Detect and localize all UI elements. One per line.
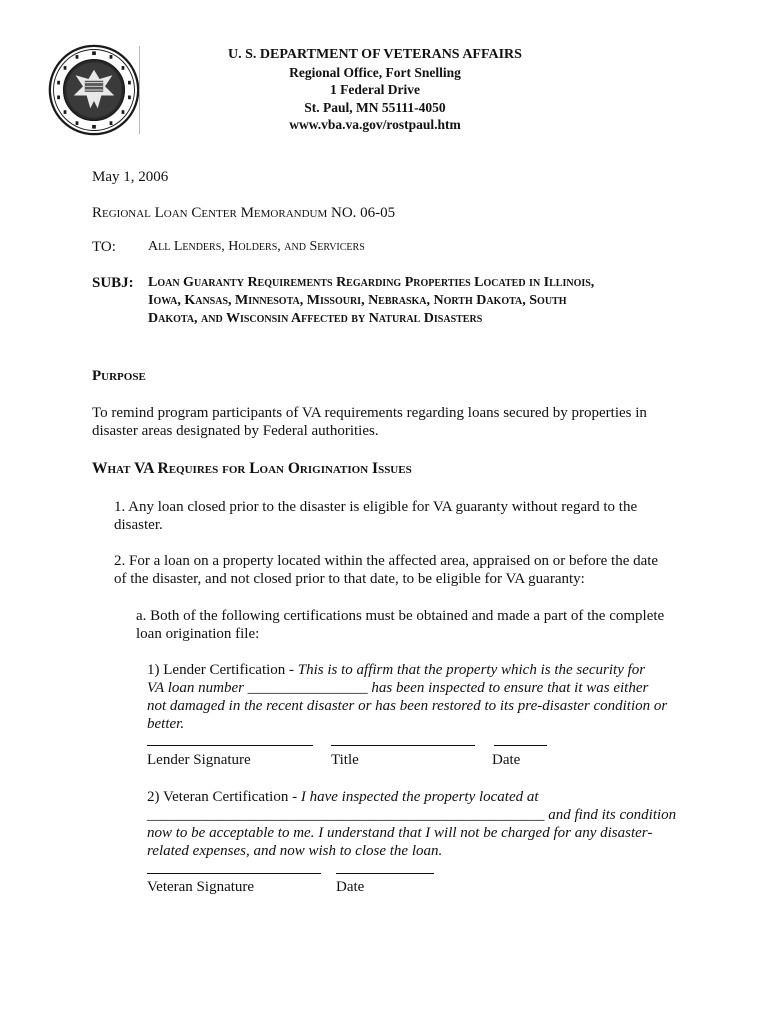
veteran-cert-line-2: _____________________________________________________ and find its condition [147, 807, 677, 823]
lender-certification [147, 661, 645, 679]
item-2-line-2: of the disaster, and not closed prior to that date, to be eligible for VA guaranty: [114, 571, 585, 587]
letterhead [200, 46, 550, 134]
item-2-line-1: 2. For a loan on a property located within the affected area, appraised on or before the date [114, 553, 659, 569]
purpose-line-1: To remind program participants of VA requirements regarding loans secured by properties in [92, 405, 647, 421]
requirements-heading: What VA Requires for Loan Origination Issues [92, 460, 412, 477]
memo-date: May 1, 2006 [92, 169, 169, 185]
lender-signature-line[interactable] [147, 745, 313, 746]
lender-title-label: Title [331, 752, 359, 768]
veteran-date-label: Date [336, 879, 365, 895]
veteran-cert-line-1: I have inspected the property located at [300, 789, 539, 805]
va-seal-icon [48, 44, 140, 136]
veteran-cert-line-4: related expenses, and now wish to close the loan. [147, 843, 443, 859]
item-1-line-1: 1. Any loan closed prior to the disaster is eligible for VA guaranty without regard to the [114, 499, 638, 515]
address-line-1: 1 Federal Drive [330, 82, 420, 97]
subj-line-3: Dakota, and Wisconsin Affected by Natural Disasters [148, 311, 483, 326]
purpose-heading: Purpose [92, 368, 146, 384]
subj-line-1: Loan Guaranty Requirements Regarding Properties Located in Illinois, [148, 275, 595, 290]
veteran-date-line[interactable] [336, 873, 434, 874]
subj-label: SUBJ: [92, 275, 134, 291]
lender-date-label: Date [492, 752, 521, 768]
memo-title: Regional Loan Center Memorandum NO. 06-05 [92, 205, 396, 221]
lender-cert-line-3: not damaged in the recent disaster or has been restored to its pre-disaster condition or [147, 698, 668, 714]
lender-date-line[interactable] [494, 745, 547, 746]
lender-cert-label: 1) Lender Certification - [147, 662, 298, 678]
lender-cert-line-1: This is to affirm that the property which is the security for [297, 662, 646, 678]
office-name: Regional Office, Fort Snelling [289, 64, 461, 80]
lender-title-line[interactable] [331, 745, 475, 746]
address-line-2: St. Paul, MN 55111-4050 [304, 99, 446, 115]
department-name: U. S. DEPARTMENT OF VETERANS AFFAIRS [228, 47, 522, 62]
lender-cert-line-4: better. [147, 716, 185, 732]
subj-line-2: Iowa, Kansas, Minnesota, Missouri, Nebraska, North Dakota, South [148, 293, 567, 308]
to-value: All Lenders, Holders, and Servicers [148, 239, 365, 254]
lender-cert-line-2: VA loan number ________________ has been inspected to ensure that it was either [147, 680, 649, 696]
to-label: TO: [92, 239, 116, 255]
lender-signature-label: Lender Signature [147, 752, 251, 768]
veteran-cert-label: 2) Veteran Certification - [147, 789, 301, 805]
purpose-line-2: disaster areas designated by Federal authorities. [92, 423, 379, 439]
sub-a-line-2: loan origination file: [136, 626, 260, 642]
veteran-signature-line[interactable] [147, 873, 321, 874]
seal-divider [139, 46, 140, 134]
website[interactable]: www.vba.va.gov/rostpaul.htm [289, 117, 461, 132]
veteran-signature-label: Veteran Signature [147, 879, 255, 895]
veteran-cert-line-3: now to be acceptable to me. I understand that I will not be charged for any disaster- [147, 825, 653, 841]
veteran-certification [147, 788, 539, 806]
item-1-line-2: disaster. [114, 517, 163, 533]
sub-a-line-1: a. Both of the following certifications must be obtained and made a part of the complete [136, 608, 665, 624]
